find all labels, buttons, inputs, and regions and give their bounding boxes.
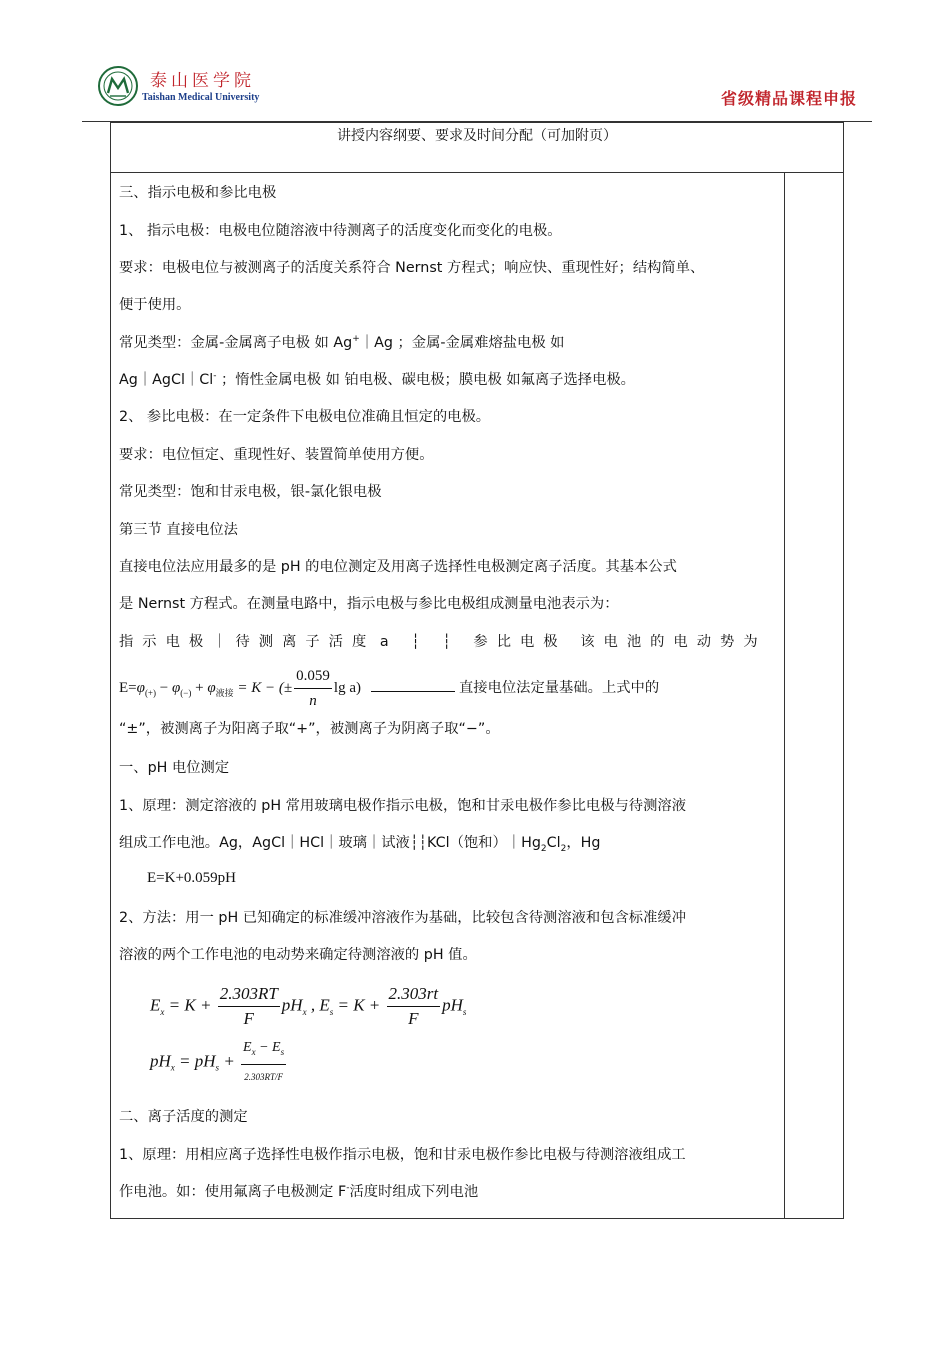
eq-symbol: pH	[442, 995, 463, 1015]
text-line: 溶液的两个工作电池的电动势来确定待测溶液的 pH 值。	[119, 947, 477, 963]
blank-underline	[371, 677, 455, 692]
fraction	[241, 1036, 286, 1089]
text-span: 该电池的电动势为	[580, 634, 767, 650]
eq-text: =	[174, 1051, 195, 1071]
fraction-numerator	[241, 1036, 286, 1065]
eq-symbol: E	[319, 995, 330, 1015]
header-title: 省级精品课程申报	[720, 89, 857, 108]
text-line	[119, 332, 564, 352]
school-name-cn: 泰山医学院	[150, 71, 255, 91]
eq-subscript: (−)	[180, 687, 192, 698]
text-line: 要求：电位恒定、重现性好、装置简单使用方便。	[119, 447, 434, 463]
subscript: 2	[540, 843, 547, 854]
text-span: 组成工作电池。Ag，AgCl｜HCl｜玻璃｜试液┆┆KCl（饱和）｜Hg	[119, 835, 541, 851]
eq-symbol: pH	[281, 995, 303, 1015]
text-span: 常见类型：金属-金属离子电极 如 Ag	[119, 335, 353, 351]
eq-subscript: s	[329, 1006, 334, 1017]
eq-subscript: s	[280, 1046, 285, 1057]
text-line	[119, 1181, 478, 1201]
superscript: -	[213, 371, 217, 382]
eq-text: ,	[306, 995, 320, 1015]
eq-symbol: pH	[194, 1051, 216, 1071]
fraction-denominator: F	[243, 1009, 254, 1028]
eq-subscript: x	[170, 1062, 175, 1073]
section-heading-electrodes: 三、指示电极和参比电极	[119, 185, 277, 201]
school-name-en: Taishan Medical University	[142, 92, 260, 103]
text-span: 直接电位法定量基础。上式中的	[458, 679, 660, 696]
fraction-denominator: F	[408, 1009, 419, 1028]
section-heading-direct-potentiometry: 第三节 直接电位法	[119, 522, 238, 538]
text-line: 便于使用。	[119, 297, 191, 313]
fraction	[294, 664, 332, 713]
text-line: 2、方法：用一 pH 已知确定的标准缓冲溶液作为基础，比较包含待测溶液和包含标准缓冲	[119, 910, 686, 926]
eq-subscript: s	[462, 1006, 467, 1017]
text-line: 1、原理：用相应离子选择性电极作指示电极，饱和甘汞电极作参比电极与待测溶液组成工	[119, 1147, 686, 1163]
eq-text: = K − (±	[233, 679, 293, 696]
text-line: 常见类型：饱和甘汞电极，银-氯化银电极	[119, 484, 382, 500]
section-heading-ph: 一、pH 电位测定	[119, 760, 230, 776]
text-span: ；惰性金属电极 如 铂电极、碳电极；膜电极 如氟离子选择电极。	[216, 372, 635, 388]
eq-symbol: φ	[207, 679, 216, 696]
eq-text: +	[219, 1051, 240, 1071]
eq-symbol: φ	[136, 679, 145, 696]
eq-subscript: x	[251, 1046, 256, 1057]
ph-formula: E=K+0.059pH	[147, 870, 236, 886]
eq-text: −	[156, 679, 172, 696]
text-span: Ag｜AgCl｜Cl	[119, 372, 214, 388]
text-line: 2、 参比电极：在一定条件下电极电位准确且恒定的电极。	[119, 409, 491, 425]
eq-text: +	[191, 679, 208, 696]
eq-symbol: φ	[171, 679, 181, 696]
fraction-denominator: 2.303RT/F	[244, 1071, 283, 1082]
table-right-column-border	[784, 173, 785, 1218]
eq-subscript: 液接	[215, 687, 234, 698]
university-logo	[98, 66, 138, 106]
eq-subscript: s	[215, 1062, 220, 1073]
text-line: 直接电位法应用最多的是 pH 的电位测定及用离子选择性电极测定离子活度。其基本公式	[119, 559, 677, 575]
fraction-numerator: 2.303RT	[218, 982, 280, 1007]
fraction-numerator: 2.303rt	[387, 982, 441, 1007]
text-line	[119, 832, 600, 854]
text-span: ，Hg	[566, 835, 601, 851]
fraction	[387, 982, 441, 1031]
text-span: Cl	[546, 835, 561, 851]
eq-text: = K +	[164, 995, 216, 1015]
superscript: -	[346, 1183, 350, 1194]
eq-text: E=	[119, 679, 137, 696]
eq-symbol: E	[243, 1040, 252, 1055]
text-span: 作电池。如：使用氟离子电极测定 F	[119, 1184, 347, 1200]
eq-subscript: x	[160, 1006, 165, 1017]
section-heading-ion-activity: 二、离子活度的测定	[119, 1109, 248, 1125]
equation-ex-es	[150, 982, 466, 1031]
text-line	[119, 369, 635, 389]
table-caption: 讲授内容纲要、要求及时间分配（可加附页）	[111, 123, 843, 173]
text-line	[119, 631, 767, 651]
eq-text: = K +	[333, 995, 385, 1015]
text-line: 1、 指示电极：电极电位随溶液中待测离子的活度变化而变化的电极。	[119, 223, 562, 239]
text-line: “±”，被测离子为阳离子取“+”，被测离子为阴离子取“−”。	[119, 721, 500, 737]
eq-symbol: pH	[150, 1051, 171, 1071]
text-span: a ┆ ┆ 参比电极	[379, 634, 567, 650]
fraction-numerator: 0.059	[294, 664, 332, 689]
text-line: 1、原理：测定溶液的 pH 常用玻璃电极作指示电极，饱和甘汞电极作参比电极与待测溶液	[119, 798, 686, 814]
eq-text: lg a)	[333, 679, 361, 696]
eq-symbol: − E	[255, 1040, 281, 1055]
eq-subscript: x	[302, 1006, 307, 1017]
fraction-denominator: n	[309, 693, 317, 709]
superscript: +	[352, 334, 360, 345]
text-span: ｜Ag ；金属-金属难熔盐电极 如	[359, 335, 565, 351]
text-line: 是 Nernst 方程式。在测量电路中，指示电极与参比电极组成测量电池表示为：	[119, 596, 619, 612]
text-line: 要求：电极电位与被测离子的活度关系符合 Nernst 方程式；响应快、重现性好；结构简单、	[119, 260, 705, 276]
nernst-equation-line	[119, 664, 659, 715]
eq-subscript: (+)	[144, 687, 157, 698]
subscript: 2	[560, 843, 567, 854]
equation-phx	[150, 1036, 288, 1089]
eq-symbol: E	[150, 995, 161, 1015]
text-span: 指示电极｜待测离子活度	[119, 634, 376, 650]
fraction	[218, 982, 280, 1031]
text-span: 活度时组成下列电池	[349, 1184, 479, 1200]
